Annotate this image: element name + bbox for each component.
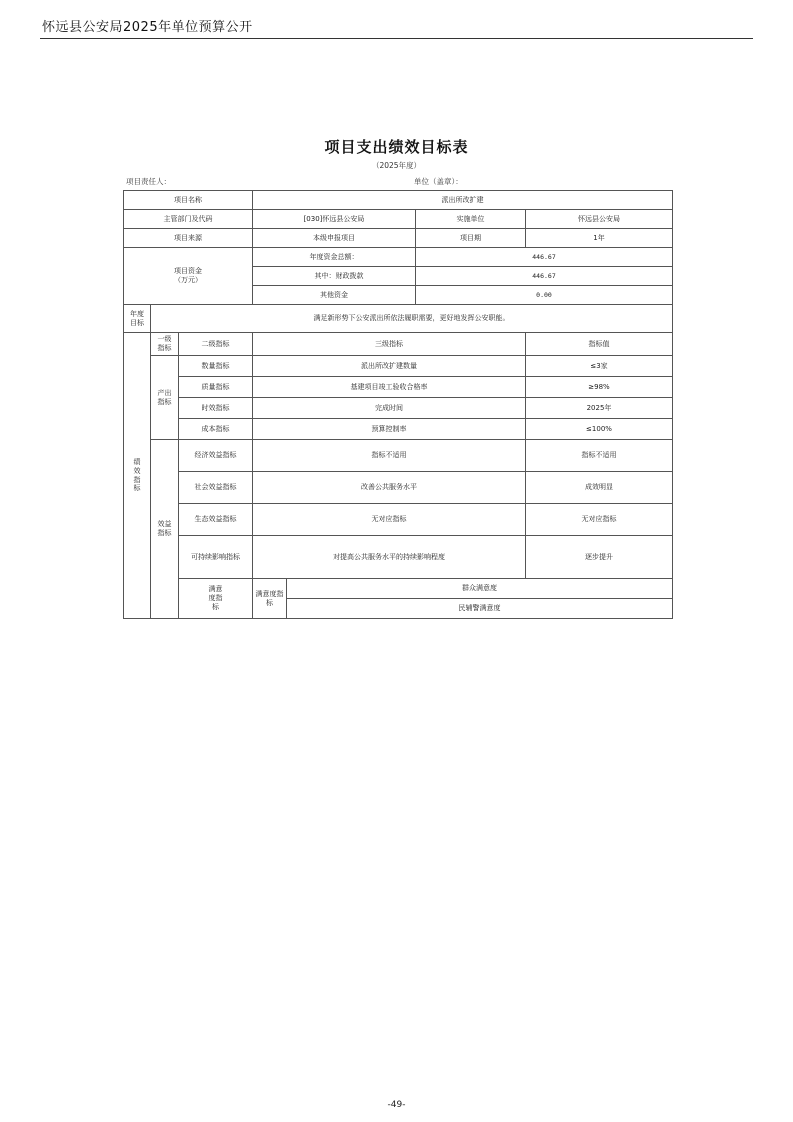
project-funds-label (124, 248, 253, 305)
header-divider (40, 38, 753, 39)
project-funds-label-line: 项目资金 (174, 267, 202, 276)
value-cell: 成效明显 (526, 472, 673, 504)
table-row (124, 305, 673, 333)
annual-goal-label-line: 年度 (130, 309, 144, 318)
value-cell: 指标不适用 (526, 440, 673, 472)
table-row (124, 472, 673, 504)
fund-other-value: 0.00 (416, 286, 673, 305)
project-owner-label: 项目责任人： (126, 177, 171, 186)
satisfaction-label-line: 标 (212, 602, 219, 611)
annual-goal-text: 满足新形势下公安派出所依法履职需要，更好地发挥公安职能。 (151, 305, 673, 333)
project-name-label: 项目名称 (124, 191, 253, 210)
fund-total-value: 446.67 (416, 248, 673, 267)
table-row (124, 398, 673, 419)
project-period-value: 1年 (526, 229, 673, 248)
table-row (124, 440, 673, 472)
project-period-label: 项目期 (416, 229, 526, 248)
performance-label-char: 标 (133, 484, 141, 493)
table-row (124, 504, 673, 536)
level1-header-line: 一级 (157, 335, 172, 344)
level3-cell: 无对应指标 (253, 504, 526, 536)
satisfaction-label-line: 度指 (208, 594, 223, 603)
level1-header-line: 指标 (157, 344, 172, 352)
page-number: -49- (387, 1100, 406, 1110)
level3-cell: 预算控制率 (253, 419, 526, 440)
level2-cell: 质量指标 (179, 377, 253, 398)
value-cell: ≥98% (526, 377, 673, 398)
benefit-label-line: 效益 (157, 520, 172, 529)
performance-target-table (123, 190, 673, 619)
level3-cell: 指标不适用 (253, 440, 526, 472)
dept-value: [030]怀远县公安局 (253, 210, 416, 229)
table-row (124, 333, 673, 356)
table-row (124, 248, 673, 267)
performance-label-char: 绩 (133, 458, 141, 466)
level2-cell: 数量指标 (179, 356, 253, 377)
level2-cell: 社会效益指标 (179, 472, 253, 504)
impl-unit-label: 实施单位 (416, 210, 526, 229)
satisfaction-level2-cell: 满意度指标 (253, 579, 287, 619)
benefit-indicators-label (151, 440, 179, 619)
fiscal-year: （2025年度） (371, 161, 422, 170)
dept-label: 主管部门及代码 (124, 210, 253, 229)
unit-seal-label: 单位（盖章）： (414, 177, 463, 186)
level2-cell: 生态效益指标 (179, 504, 253, 536)
level2-cell: 成本指标 (179, 419, 253, 440)
benefit-label-line: 指标 (157, 529, 172, 537)
value-cell: ≤3家 (526, 356, 673, 377)
impl-unit-value: 怀远县公安局 (526, 210, 673, 229)
page-title: 项目支出绩效目标表 (324, 138, 469, 156)
level2-cell: 经济效益指标 (179, 440, 253, 472)
level2-cell: 时效指标 (179, 398, 253, 419)
performance-label-char: 效 (133, 466, 141, 475)
table-row (124, 536, 673, 579)
fund-total-label: 年度资金总额： (253, 248, 416, 267)
level3-header: 三级指标 (253, 333, 526, 356)
project-source-value: 本级申报项目 (253, 229, 416, 248)
table-row (124, 356, 673, 377)
fund-fiscal-label: 其中：财政拨款 (253, 267, 416, 286)
level1-header (151, 333, 179, 356)
level3-cell: 派出所改扩建数量 (253, 356, 526, 377)
value-header: 指标值 (526, 333, 673, 356)
level3-cell: 对提高公共服务水平的持续影响程度 (253, 536, 526, 579)
level3-cell: 群众满意度 (287, 579, 673, 599)
project-name-value: 派出所改扩建 (253, 191, 673, 210)
annual-goal-label-line: 目标 (130, 318, 144, 327)
project-funds-unit: （万元） (174, 276, 202, 284)
value-cell: 逐步提升 (526, 536, 673, 579)
table-row (124, 210, 673, 229)
fund-fiscal-value: 446.67 (416, 267, 673, 286)
level2-header: 二级指标 (179, 333, 253, 356)
level3-cell: 改善公共服务水平 (253, 472, 526, 504)
table-row (124, 579, 673, 599)
value-cell: ≤100% (526, 419, 673, 440)
value-cell: 2025年 (526, 398, 673, 419)
value-cell: 无对应指标 (526, 504, 673, 536)
output-label-line: 指标 (157, 397, 172, 406)
output-indicators-label (151, 356, 179, 440)
performance-label-char: 指 (133, 475, 141, 484)
satisfaction-indicators-label (179, 579, 253, 619)
project-source-label: 项目来源 (124, 229, 253, 248)
table-row (124, 377, 673, 398)
level3-cell: 完成时间 (253, 398, 526, 419)
level3-cell: 基建项目竣工验收合格率 (253, 377, 526, 398)
table-row (124, 419, 673, 440)
fund-other-label: 其他资金 (253, 286, 416, 305)
table-row (124, 191, 673, 210)
output-label-line: 产出 (157, 388, 172, 397)
level2-cell: 可持续影响指标 (179, 536, 253, 579)
table-row (124, 229, 673, 248)
satisfaction-label-line: 满意 (208, 585, 223, 594)
performance-indicators-label (124, 333, 151, 619)
document-header-title: 怀远县公安局2025年单位预算公开 (42, 20, 253, 35)
annual-goal-label (124, 305, 151, 333)
level3-cell: 民辅警满意度 (287, 599, 673, 619)
